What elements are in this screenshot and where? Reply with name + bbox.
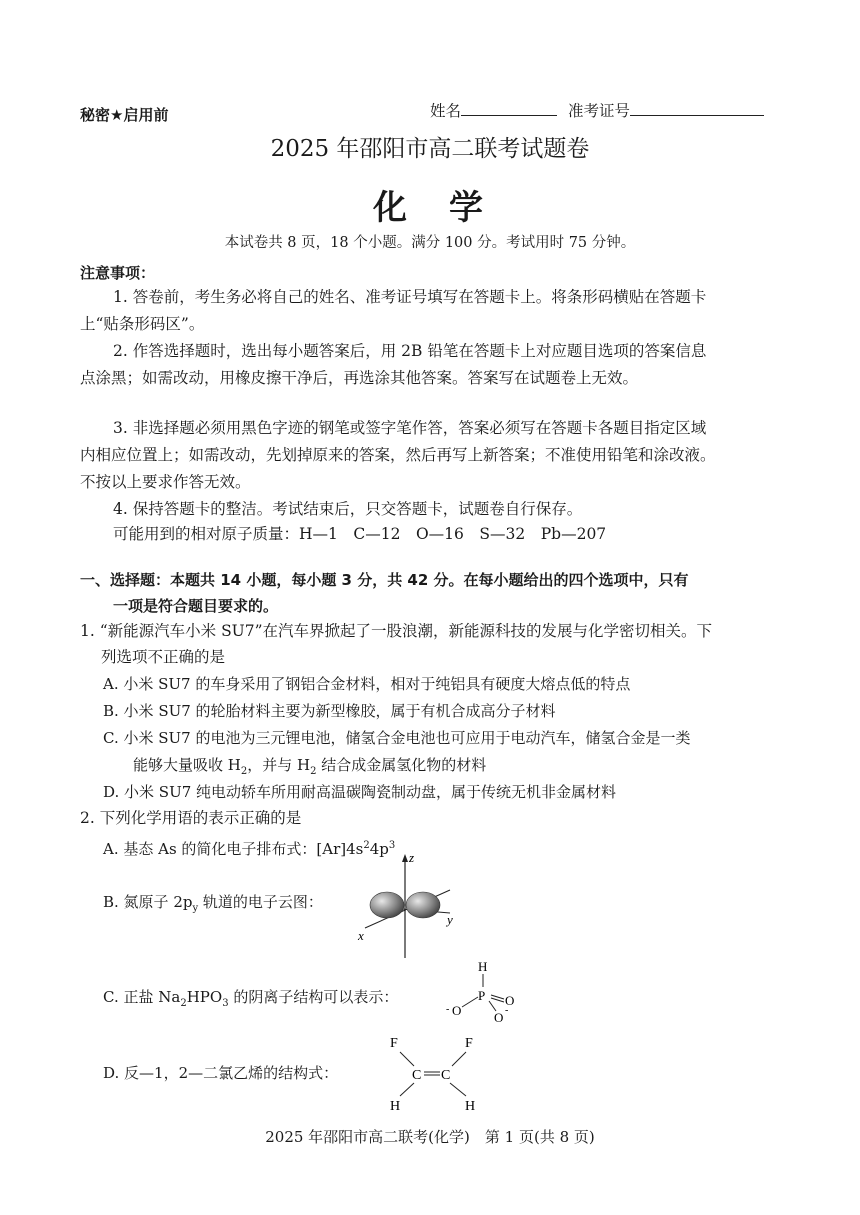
- exam-info: 本试卷共 8 页，18 个小题。满分 100 分。考试用时 75 分钟。: [224, 235, 636, 251]
- q1-option-c-2: 能够大量吸收 $H_2$，并与 $H_2$ 结合成金属氢化物的材料: [133, 756, 487, 777]
- q1-stem-2: 列选项不正确的是: [101, 648, 226, 666]
- atom-h-right: H: [465, 1099, 476, 1114]
- charge-minus-2: -: [505, 1005, 509, 1016]
- id-blank[interactable]: [630, 101, 764, 116]
- orbital-lobe-right: [406, 892, 440, 918]
- atom-o-left: O: [452, 1003, 462, 1018]
- page-footer: 2025 年邵阳市高二联考(化学) 第 1 页(共 8 页): [265, 1128, 595, 1146]
- q2-option-a: A. 基态 As 的简化电子排布式：$[Ar]4s^24p^3$: [103, 840, 396, 858]
- note-3-line3: 不按以上要求作答无效。: [80, 473, 251, 491]
- section1-heading: 一、选择题：本题共 14 小题，每小题 3 分，共 42 分。在每小题给出的四个选项中，只有: [80, 571, 689, 589]
- subject-title: 化 学: [373, 188, 487, 228]
- atom-o-bottom: O: [494, 1010, 504, 1025]
- note-3-line1: 3. 非选择题必须用黑色字迹的钢笔或签字笔作答，答案必须写在答题卡各题目指定区域: [113, 419, 707, 437]
- note-2-line1: 2. 作答选择题时，选出每小题答案后，用 2B 铅笔在答题卡上对应题目选项的答案信息: [113, 342, 707, 360]
- exam-title: 2025 年邵阳市高二联考试题卷: [270, 136, 590, 162]
- name-field-label: 姓名 准考证号: [430, 98, 764, 125]
- charge-minus-1: -: [446, 1004, 450, 1015]
- note-1-line2: 上“贴条形码区”。: [80, 315, 205, 333]
- atom-f-right: F: [465, 1036, 473, 1051]
- orbital-lobe-left: [370, 892, 404, 918]
- q1-option-d: D. 小米 SU7 纯电动轿车所用耐高温碳陶瓷制动盘，属于传统无机非金属材料: [103, 783, 617, 801]
- section1-heading-2: 一项是符合题目要求的。: [113, 597, 279, 615]
- q1-option-b: B. 小米 SU7 的轮胎材料主要为新型橡胶，属于有机合成高分子材料: [103, 702, 556, 720]
- note-2-line2: 点涂黑；如需改动，用橡皮擦干净后，再选涂其他答案。答案写在试题卷上无效。: [80, 369, 639, 387]
- q1-option-a: A. 小米 SU7 的车身采用了钢铝合金材料，相对于纯铝具有硬度大熔点低的特点: [103, 675, 631, 693]
- atom-f-left: F: [390, 1036, 398, 1051]
- atom-c-left: C: [412, 1068, 422, 1083]
- atom-h-left: H: [390, 1099, 401, 1114]
- note-3-line2: 内相应位置上；如需改动，先划掉原来的答案，然后再写上新答案；不准使用铅笔和涂改液。: [80, 446, 716, 464]
- atom-h: H: [478, 959, 488, 974]
- atomic-masses: 可能用到的相对原子质量：H—1 C—12 O—16 S—32 Pb—207: [113, 525, 607, 543]
- phosphite-structure: [438, 955, 528, 1025]
- p-orbital-diagram: [350, 850, 460, 960]
- axis-z-label: z: [409, 850, 415, 865]
- atom-c-right: C: [441, 1068, 451, 1083]
- q1-option-c: C. 小米 SU7 的电池为三元锂电池，储氢合金电池也可应用于电动汽车，储氢合金是一类: [103, 729, 691, 747]
- atom-o-right: O: [505, 993, 515, 1008]
- q2-stem: 2. 下列化学用语的表示正确的是: [80, 809, 302, 827]
- note-1-line1: 1. 答卷前，考生务必将自己的姓名、准考证号填写在答题卡上。将条形码横贴在答题卡: [113, 288, 707, 306]
- atom-p: P: [478, 988, 486, 1003]
- notes-title: 注意事项：: [80, 264, 156, 282]
- q2-option-d: D. 反—1，2—二氯乙烯的结构式：: [103, 1064, 339, 1082]
- axis-y-label: y: [447, 912, 453, 927]
- q2-option-c: C. 正盐 $Na_2HPO_3$ 的阴离子结构可以表示：: [103, 988, 399, 1009]
- name-blank[interactable]: [461, 101, 557, 116]
- q1-stem: 1. “新能源汽车小米 SU7”在汽车界掀起了一股浪潮，新能源科技的发展与化学密切相关。下: [80, 622, 713, 640]
- q2-option-b: B. 氮原子 $2p_y$ 轨道的电子云图：: [103, 893, 323, 914]
- secret-label: 秘密★启用前: [80, 106, 169, 124]
- dichloroethene-structure: [382, 1030, 492, 1116]
- axis-x-label: x: [358, 928, 364, 943]
- note-4-text: 4. 保持答题卡的整洁。考试结束后，只交答题卡，试题卷自行保存。: [113, 500, 583, 518]
